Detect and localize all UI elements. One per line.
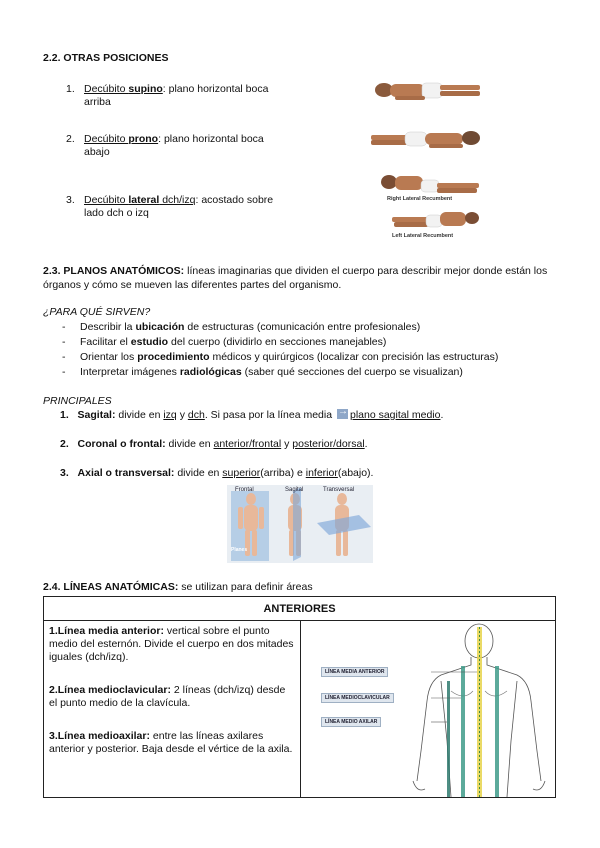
lines-description-cell [44, 621, 301, 798]
left-lateral-figure-image [390, 207, 480, 231]
position-item-lateral: 3. Decúbito lateral dch/izq: acostado sobre lado dch o izq [66, 194, 274, 219]
why-heading: ¿PARA QUÉ SIRVEN? [43, 306, 151, 318]
label-medioclavicular: LÍNEA MEDIOCLAVICULAR [321, 693, 394, 703]
section-title-otras-posiciones: 2.2. OTRAS POSICIONES [43, 52, 169, 64]
planes-label: Planes [231, 547, 248, 553]
list-item: - Orientar los procedimiento médicos y quirúrgicos (localizar con precisión las estructuras) [60, 350, 560, 365]
list-item: - Interpretar imágenes radiológicas (saber qué secciones del cuerpo se visualizan) [60, 365, 560, 380]
section-title-lineas: 2.4. LÍNEAS ANATÓMICAS: [43, 581, 179, 593]
lines-figure-cell [301, 621, 556, 798]
plane-item-coronal: 2. Coronal o frontal: divide en anterior/frontal y posterior/dorsal. [60, 438, 368, 450]
right-lateral-figure-image [377, 170, 482, 198]
planos-anatomicos-intro: 2.3. PLANOS ANATÓMICOS: líneas imaginarias que dividen el cuerpo para describir mejor donde están los órganos y cómo se mueven las diferentes partes del organismo. [43, 265, 548, 291]
label-media-anterior: LÍNEA MEDIA ANTERIOR [321, 667, 388, 677]
table-header: ANTERIORES [44, 597, 556, 621]
why-list [60, 320, 560, 380]
anatomical-lines-table [43, 596, 556, 798]
prone-figure-image [367, 125, 485, 151]
plane-item-sagital: 1. Sagital: divide en izq y dch. Si pasa por la línea media →plano sagital medio. [60, 409, 443, 421]
position-item-prono: 2. Decúbito prono: plano horizontal boca abajo [66, 133, 264, 158]
line-item-medioclavicular: 2.Línea medioclavicular: 2 líneas (dch/izq) desde el punto medio de la clavícula. [49, 684, 286, 709]
arrow-icon [337, 409, 348, 419]
left-lateral-caption: Left Lateral Recumbent [392, 233, 454, 239]
line-item-medioaxilar: 3.Línea medioaxilar: entre las líneas axilares anterior y posterior. Baja desde el vértice de la axila. [49, 730, 293, 755]
line-item-media-anterior: 1.Línea media anterior: vertical sobre el punto medio del esternón. Divide el cuerpo en dos mitades iguales (dch/izq). [49, 625, 294, 663]
sagital-label: Sagital [285, 487, 304, 493]
position-item-supino: 1. Decúbito supino: plano horizontal boca arriba [66, 83, 269, 108]
list-item: - Describir la ubicación de estructuras (comunicación entre profesionales) [60, 320, 560, 335]
right-lateral-caption: Right Lateral Recumbent [387, 196, 453, 202]
plane-item-axial: 3. Axial o transversal: divide en superior(arriba) e inferior(abajo). [60, 467, 374, 479]
anatomical-lines-figure [301, 621, 555, 797]
anatomical-planes-image [227, 485, 373, 563]
transversal-label: Transversal [323, 487, 355, 493]
lineas-anatomicas-intro: 2.4. LÍNEAS ANATÓMICAS: se utilizan para definir áreas [43, 581, 313, 593]
principales-heading: PRINCIPALES [43, 395, 112, 407]
supine-figure-image [370, 75, 485, 105]
label-medioaxilar: LÍNEA MEDIO AXILAR [321, 717, 381, 727]
frontal-label: Frontal [235, 487, 254, 493]
list-item: - Facilitar el estudio del cuerpo (dividirlo en secciones manejables) [60, 335, 560, 350]
section-title-planos: 2.3. PLANOS ANATÓMICOS: [43, 265, 185, 277]
